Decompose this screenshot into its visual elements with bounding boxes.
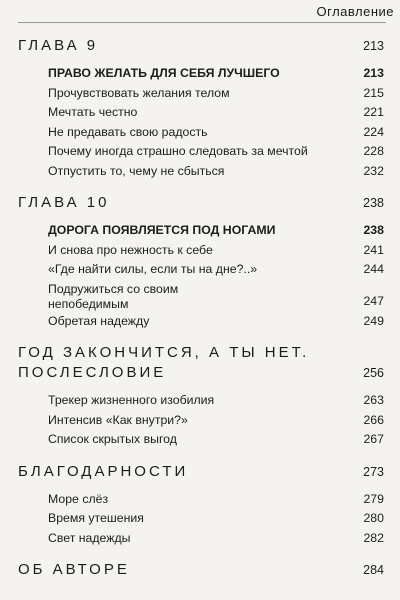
chapter-title-line-2: ПОСЛЕСЛОВИЕ [18,364,167,381]
toc-entry[interactable] [48,142,384,162]
afterword [18,343,384,450]
acknowledgements [18,462,384,549]
chapter-page: 238 [363,196,384,210]
chapter-title-line-1: ГОД ЗАКОНЧИТСЯ, А ТЫ НЕТ. [18,344,310,361]
toc-entry[interactable] [48,430,384,450]
toc-entry[interactable] [48,490,384,510]
chapter-9 [18,36,384,181]
entry-page: 215 [363,85,384,100]
chapter-title: ОБ АВТОРЕ [18,561,130,578]
toc-entry[interactable] [48,529,384,549]
chapter-heading[interactable] [18,343,384,383]
chapter-heading[interactable] [18,560,384,580]
entry-page: 232 [363,163,384,178]
toc-entry[interactable] [48,509,384,529]
entry-title: Время утешения [48,511,144,525]
toc-entry[interactable] [48,411,384,431]
entry-title: Море слёз [48,491,109,506]
entry-title: Не предавать свою радость [48,124,208,139]
chapter-heading[interactable] [18,36,384,56]
entry-title: Мечтать честно [48,105,138,119]
chapter-10 [18,193,384,331]
toc-entry[interactable] [48,84,384,104]
chapter-heading[interactable] [18,193,384,213]
toc-entry[interactable] [48,241,384,261]
toc-entry[interactable] [48,391,384,411]
toc-entry[interactable] [48,162,384,182]
entry-page: 280 [363,511,384,525]
entry-page: 228 [363,144,384,158]
chapter-page: 256 [363,366,384,380]
entry-page: 221 [363,105,384,119]
chapter-page: 273 [363,464,384,479]
entry-title: Подружиться со своим непобедимым [48,281,179,311]
entry-title: Почему иногда страшно следовать за мечтой [48,144,308,158]
toc-entry[interactable] [48,221,384,241]
toc-entry[interactable] [48,312,384,332]
entry-title: Свет надежды [48,530,131,545]
entry-page: 224 [363,124,384,139]
chapter-page: 284 [363,563,384,577]
entry-page: 263 [363,393,384,407]
entry-title: И снова про нежность к себе [48,242,213,257]
chapter-page: 213 [363,39,384,53]
table-of-contents [18,36,384,592]
toc-entry[interactable] [48,280,384,312]
entry-page: 241 [363,242,384,257]
entry-title: «Где найти силы, если ты на дне?..» [48,262,258,276]
header-rule [18,22,386,23]
running-head: Оглавление [316,4,394,19]
chapter-heading[interactable] [18,462,384,482]
entry-page: 247 [363,294,384,308]
chapter-title: ГЛАВА 10 [18,194,110,211]
toc-entry[interactable] [48,260,384,280]
chapter-title: ГЛАВА 9 [18,37,99,54]
entry-page: 267 [363,432,384,446]
entry-page: 238 [363,223,384,237]
entry-page: 244 [363,262,384,276]
toc-entry[interactable] [48,123,384,143]
entry-title: Прочувствовать желания телом [48,85,230,100]
entry-title: Обретая надежду [48,313,150,328]
about-author [18,560,384,580]
entry-title: Трекер жизненного изобилия [48,393,215,407]
entry-title: Интенсив «Как внутри?» [48,412,188,427]
entry-page: 249 [363,313,384,328]
entry-page: 266 [363,412,384,427]
toc-entry[interactable] [48,103,384,123]
entry-title: Список скрытых выгод [48,432,177,446]
entry-page: 213 [363,66,384,80]
entry-page: 282 [363,530,384,545]
chapter-title: БЛАГОДАРНОСТИ [18,462,189,480]
entry-title: ПРАВО ЖЕЛАТЬ ДЛЯ СЕБЯ ЛУЧШЕГО [48,66,280,80]
toc-entry[interactable] [48,64,384,84]
entry-title: Отпустить то, чему не сбыться [48,163,225,178]
entry-page: 279 [363,491,384,506]
entry-title: ДОРОГА ПОЯВЛЯЕТСЯ ПОД НОГАМИ [48,223,276,237]
